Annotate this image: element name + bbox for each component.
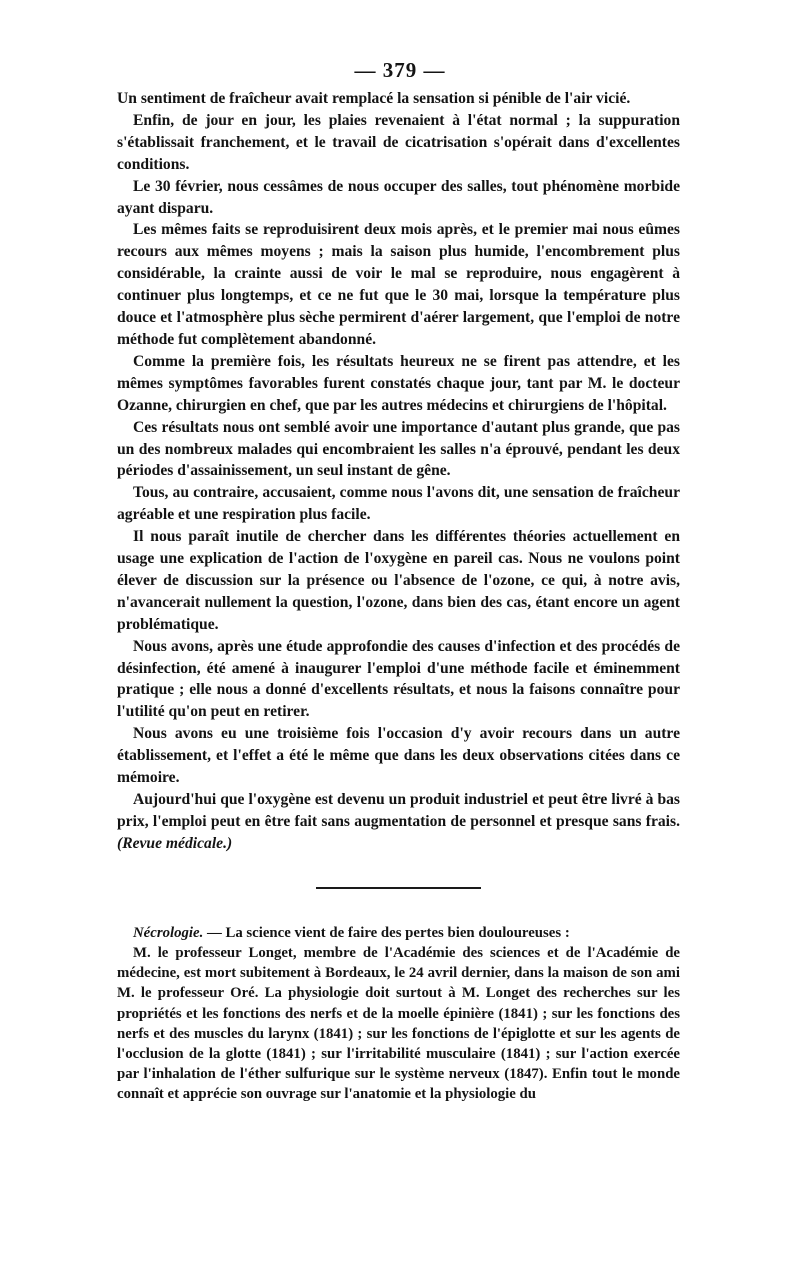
necrology-heading-line [117, 923, 680, 943]
necrology-body: M. le professeur Longet, membre de l'Académie des sciences et de l'Académie de médecine, est mort subitement à Bordeaux, le 24 avril dernier, dans la maison de son ami M. le professeur Oré. La physiologie doit surtout à M. Longet des recherches sur les propriétés et les fonctions des nerfs et de la moelle épinière (1841) ; sur les fonctions des nerfs et des muscles du larynx (1841) ; sur les fonctions de l'épiglotte et sur les agents de l'occlusion de la glotte (1841) ; sur l'irritabilité musculaire (1841) ; sur l'action exercée par l'inhalation de l'éther sulfurique sur le système nerveux (1847). Enfin tout le monde connaît et apprécie son ouvrage sur l'anatomie et la physiologie du [117, 944, 680, 1103]
paragraph: Le 30 février, nous cessâmes de nous occuper des salles, tout phénomène morbide ayant disparu. [117, 177, 680, 217]
closing-paragraph [117, 789, 680, 855]
paragraph: Comme la première fois, les résultats heureux ne se firent pas attendre, et les mêmes symptômes favorables furent constatés chaque jour, tant par M. le docteur Ozanne, chirurgien en chef, que par les autres médecins et chirurgiens de l'hôpital. [117, 352, 680, 414]
source-citation: (Revue médicale.) [117, 834, 233, 852]
paragraph: Enfin, de jour en jour, les plaies revenaient à l'état normal ; la suppuration s'établissait franchement, et le travail de cicatrisation s'opérait dans d'excellentes conditions. [117, 111, 680, 173]
paragraph: Il nous paraît inutile de chercher dans les différentes théories actuellement en usage une explication de l'action de l'oxygène en pareil cas. Nous ne voulons point élever de discussion sur la présence ou l'absence de l'ozone, ce qui, à notre avis, n'avancerait nullement la question, l'ozone, dans bien des cas, étant encore un agent problématique. [117, 528, 680, 633]
necrology-lead: — La science vient de faire des pertes bien douloureuses : [203, 924, 570, 941]
paragraph: Nous avons, après une étude approfondie des causes d'infection et des procédés de désinfection, été amené à inaugurer l'emploi d'une méthode facile et éminemment pratique ; elle nous a donné d'excellents résultats, et nous la faisons connaître pour l'utilité qu'on peut en retirer. [117, 637, 680, 721]
paragraph: Tous, au contraire, accusaient, comme nous l'avons dit, une sensation de fraîcheur agréable et une respiration plus facile. [117, 484, 680, 524]
necrology-heading: Nécrologie. [133, 924, 204, 941]
article-body [117, 88, 680, 1105]
paragraph: Un sentiment de fraîcheur avait remplacé la sensation si pénible de l'air vicié. [117, 90, 631, 107]
paragraph: Nous avons eu une troisième fois l'occasion d'y avoir recours dans un autre établissement, et l'effet a été le même que dans les deux observations citées dans ce mémoire. [117, 725, 680, 787]
paragraph: Ces résultats nous ont semblé avoir une importance d'autant plus grande, que pas un des nombreux malades qui encombraient les salles n'a éprouvé, pendant les deux périodes d'assainissement, un seul instant de gêne. [117, 418, 680, 480]
page-number: — 379 — [354, 58, 446, 82]
paragraph-text: Aujourd'hui que l'oxygène est devenu un produit industriel et peut être livré à bas prix, l'emploi peut en être fait sans augmentation de personnel et presque sans frais. [117, 791, 680, 830]
section-divider [316, 887, 481, 889]
paragraph: Les mêmes faits se reproduisirent deux mois après, et le premier mai nous eûmes recours aux mêmes moyens ; mais la saison plus humide, l'encombrement plus considérable, la crainte aussi de voir le mal se reproduire, nous engagèrent à continuer plus longtemps, et ce ne fut que le 30 mai, lorsque la température plus douce et l'atmosphère plus sèche permirent d'aérer largement, que l'emploi de notre méthode fut complètement abandonné. [117, 221, 680, 348]
